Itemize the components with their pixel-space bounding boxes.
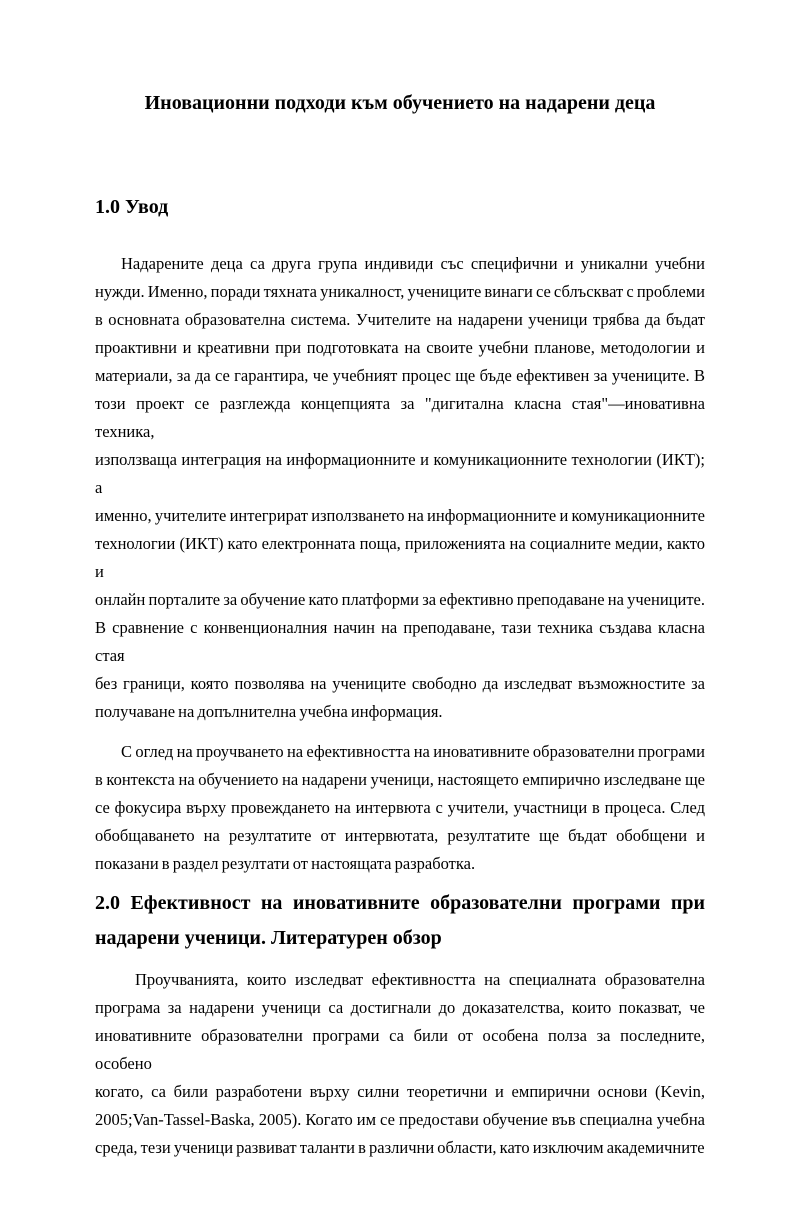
text-line: този проект се разглежда концепцията за "дигитална класна стая"—иновативна техника, (95, 394, 705, 441)
text-line: В сравнение с конвенционалния начин на преподаване, тази техника създава класна стая (95, 618, 705, 665)
text-line: в основната образователна система. Учителите на надарени ученици трябва да бъдат (95, 310, 705, 329)
text-line: получаване на допълнителна учебна информация. (95, 702, 443, 721)
text-line: именно, учителите интегрират използването на информационните и комуникационните (95, 506, 705, 525)
section-heading (95, 194, 705, 220)
text-line: Проучванията, които изследват ефективността на специалната образователна (135, 970, 705, 989)
paragraph (95, 738, 705, 878)
document-title: Иновационни подходи към обучението на надарени деца (144, 92, 656, 114)
text-line: показани в раздел резултати от настоящата разработка. (95, 854, 476, 873)
section-heading (95, 886, 705, 956)
text-line: нужди. Именно, поради тяхната уникалност, учениците винаги се сблъскват с проблеми (95, 282, 705, 301)
text-line: материали, за да се гарантира, че учебният процес ще бъде ефективен за учениците. В (95, 366, 705, 385)
heading-line: 2.0 Ефективност на иновативните образователни програми при (95, 892, 705, 914)
paragraph (95, 966, 705, 1162)
document-content (0, 90, 800, 1162)
text-line: използваща интеграция на информационните и комуникационните технологии (ИКТ); а (95, 450, 705, 497)
paragraph (95, 250, 705, 726)
document-page (0, 90, 800, 1222)
text-line: без граници, която позволява на учениците свободно да изследват възможностите за (95, 674, 705, 693)
text-line: онлайн порталите за обучение като платформи за ефективно преподаване на учениците. (95, 590, 705, 609)
text-line: технологии (ИКТ) като електронната поща, приложенията на социалните медии, както и (95, 534, 705, 581)
text-line: в контекста на обучението на надарени ученици, настоящето емпирично изследване ще (95, 770, 705, 789)
text-line: проактивни и креативни при подготовката на своите учебни планове, методологии и (95, 338, 705, 357)
text-line: 2005;Van-Tassel-Baska, 2005). Когато им се предостави обучение във специална учебна (95, 1110, 705, 1129)
text-line: програма за надарени ученици са достигнали до доказателства, които показват, че (95, 998, 705, 1017)
document-body (95, 194, 705, 1162)
text-line: среда, тези ученици развиват таланти в различни области, като изключим академичните (95, 1138, 705, 1157)
text-line: Надарените деца са друга група индивиди със специфични и уникални учебни (121, 254, 705, 273)
heading-line: 1.0 Увод (95, 196, 169, 218)
text-line: когато, са били разработени върху силни теоретични и емпирични основи (Kevin, (95, 1082, 705, 1101)
text-line: се фокусира върху провеждането на интервюта с учители, участници в процеса. След (95, 798, 705, 817)
text-line: обобщаването на резултатите от интервютата, резултатите ще бъдат обобщени и (95, 826, 705, 845)
text-line: иновативните образователни програми са били от особена полза за последните, особено (95, 1026, 705, 1073)
heading-line: надарени ученици. Литературен обзор (95, 927, 442, 949)
text-line: С оглед на проучването на ефективността на иновативните образователни програми (121, 742, 705, 761)
